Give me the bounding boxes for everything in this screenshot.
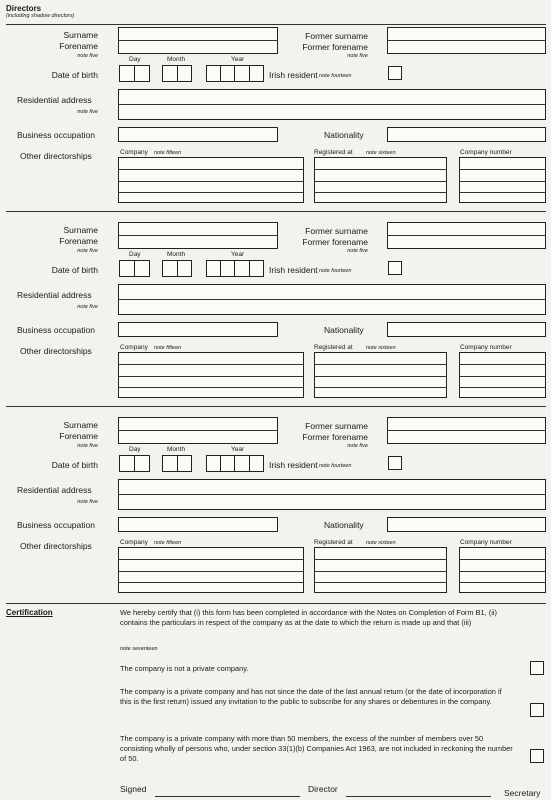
forename-label: Forename <box>59 431 98 441</box>
field-divider <box>118 376 304 377</box>
other-directorships-registered-at-field-3[interactable] <box>314 547 447 593</box>
irish-resident-label: Irish resident <box>269 265 318 275</box>
note-five: note five <box>77 443 98 449</box>
digit-divider <box>134 260 135 277</box>
dob-year-field-3[interactable] <box>206 455 264 472</box>
other-directorships-company-number-field-1[interactable] <box>459 157 546 203</box>
note-five: note five <box>77 53 98 59</box>
option-not-private-checkbox[interactable] <box>530 661 544 675</box>
month-label: Month <box>167 446 186 453</box>
option-not-private-text: The company is not a private company. <box>120 664 249 673</box>
residential-address-label: Residential address <box>17 95 92 105</box>
note-fifteen: note fifteen <box>154 150 182 156</box>
nationality-field-1[interactable] <box>387 127 546 142</box>
nationality-field-2[interactable] <box>387 322 546 337</box>
nationality-label: Nationality <box>324 325 364 335</box>
nationality-label: Nationality <box>324 130 364 140</box>
field-divider <box>459 192 546 193</box>
note-five: note five <box>77 304 98 310</box>
registered-at-label: Registered at <box>314 539 353 546</box>
note-fourteen: note fourteen <box>319 73 352 79</box>
dob-year-field-1[interactable] <box>206 65 264 82</box>
digit-divider <box>177 455 178 472</box>
note-fourteen: note fourteen <box>319 268 352 274</box>
field-divider <box>118 571 304 572</box>
forename-label: Forename <box>59 236 98 246</box>
digit-divider <box>134 455 135 472</box>
former-forename-label: Former forename <box>302 42 368 52</box>
director-signature-line[interactable] <box>346 796 491 797</box>
other-directorships-registered-at-field-2[interactable] <box>314 352 447 398</box>
digit-divider <box>234 260 235 277</box>
field-divider <box>387 235 546 236</box>
note-seventeen: note seventeen <box>120 646 158 652</box>
field-divider <box>314 376 447 377</box>
certification-title: Certification <box>6 608 53 617</box>
surname-label: Surname <box>63 225 98 235</box>
year-label: Year <box>231 446 245 453</box>
note-fifteen: note fifteen <box>154 540 182 546</box>
residential-address-label: Residential address <box>17 290 92 300</box>
company-label: Company <box>120 344 148 351</box>
other-directorships-label: Other directorships <box>20 151 92 161</box>
company-label: Company <box>120 539 148 546</box>
field-divider <box>118 494 546 495</box>
other-directorships-company-number-field-2[interactable] <box>459 352 546 398</box>
field-divider <box>118 387 304 388</box>
date-of-birth-label: Date of birth <box>51 265 98 275</box>
secretary-label: Secretary <box>504 788 541 798</box>
month-label: Month <box>167 251 186 258</box>
business-occupation-field-2[interactable] <box>118 322 278 337</box>
note-five: note five <box>347 53 368 59</box>
field-divider <box>118 235 278 236</box>
note-five: note five <box>347 443 368 449</box>
field-divider <box>314 192 447 193</box>
field-divider <box>314 571 447 572</box>
irish-resident-checkbox-3[interactable] <box>388 456 402 470</box>
business-occupation-label: Business occupation <box>17 520 95 530</box>
option-private-checkbox[interactable] <box>530 703 544 717</box>
digit-divider <box>220 65 221 82</box>
registered-at-label: Registered at <box>314 149 353 156</box>
irish-resident-label: Irish resident <box>269 70 318 80</box>
field-divider <box>118 104 546 105</box>
field-divider <box>118 181 304 182</box>
digit-divider <box>249 260 250 277</box>
field-divider <box>459 181 546 182</box>
surname-label: Surname <box>63 30 98 40</box>
former-forename-label: Former forename <box>302 237 368 247</box>
directors-subtitle: (including shadow directors) <box>6 13 75 19</box>
other-directorships-company-field-2[interactable] <box>118 352 304 398</box>
date-of-birth-label: Date of birth <box>51 70 98 80</box>
residential-address-label: Residential address <box>17 485 92 495</box>
year-label: Year <box>231 56 245 63</box>
digit-divider <box>234 65 235 82</box>
former-surname-label: Former surname <box>305 226 368 236</box>
other-directorships-label: Other directorships <box>20 346 92 356</box>
other-directorships-company-field-1[interactable] <box>118 157 304 203</box>
field-divider <box>118 299 546 300</box>
director-separator-3 <box>6 406 546 407</box>
business-occupation-label: Business occupation <box>17 325 95 335</box>
surname-label: Surname <box>63 420 98 430</box>
other-directorships-registered-at-field-1[interactable] <box>314 157 447 203</box>
note-five: note five <box>347 248 368 254</box>
field-divider <box>314 559 447 560</box>
digit-divider <box>220 260 221 277</box>
directors-title: Directors <box>6 4 42 13</box>
certification-separator <box>6 603 546 604</box>
digit-divider <box>177 65 178 82</box>
former-surname-label: Former surname <box>305 421 368 431</box>
field-divider <box>314 364 447 365</box>
header-underline <box>6 24 546 25</box>
digit-divider <box>177 260 178 277</box>
signed-label: Signed <box>120 784 147 794</box>
day-label: Day <box>129 446 141 453</box>
signature-line[interactable] <box>155 796 300 797</box>
digit-divider <box>249 65 250 82</box>
company-number-label: Company number <box>460 344 512 351</box>
note-fourteen: note fourteen <box>319 463 352 469</box>
field-divider <box>314 582 447 583</box>
field-divider <box>459 376 546 377</box>
field-divider <box>314 169 447 170</box>
field-divider <box>459 571 546 572</box>
note-sixteen: note sixteen <box>366 150 396 156</box>
nationality-label: Nationality <box>324 520 364 530</box>
field-divider <box>118 169 304 170</box>
nationality-field-3[interactable] <box>387 517 546 532</box>
note-sixteen: note sixteen <box>366 345 396 351</box>
year-label: Year <box>231 251 245 258</box>
note-five: note five <box>77 499 98 505</box>
business-occupation-label: Business occupation <box>17 130 95 140</box>
company-number-label: Company number <box>460 539 512 546</box>
field-divider <box>118 430 278 431</box>
forename-label: Forename <box>59 41 98 51</box>
field-divider <box>314 387 447 388</box>
field-divider <box>387 430 546 431</box>
director-separator-2 <box>6 211 546 212</box>
field-divider <box>314 181 447 182</box>
former-forename-label: Former forename <box>302 432 368 442</box>
directors-heading <box>6 4 74 19</box>
field-divider <box>118 559 304 560</box>
irish-resident-checkbox-1[interactable] <box>388 66 402 80</box>
digit-divider <box>234 455 235 472</box>
irish-resident-label: Irish resident <box>269 460 318 470</box>
field-divider <box>459 387 546 388</box>
digit-divider <box>134 65 135 82</box>
note-sixteen: note sixteen <box>366 540 396 546</box>
field-divider <box>459 169 546 170</box>
business-occupation-field-3[interactable] <box>118 517 278 532</box>
field-divider <box>459 559 546 560</box>
month-label: Month <box>167 56 186 63</box>
field-divider <box>118 582 304 583</box>
day-label: Day <box>129 251 141 258</box>
company-number-label: Company number <box>460 149 512 156</box>
field-divider <box>118 40 278 41</box>
other-directorships-label: Other directorships <box>20 541 92 551</box>
certification-intro: We hereby certify that (i) this form has been completed in accordance with the Notes on Completion of Form B1, (ii) contains the particulars in respect of the company as at the date to which the return is made up and that (iii) <box>120 608 497 627</box>
field-divider <box>459 364 546 365</box>
note-fifteen: note fifteen <box>154 345 182 351</box>
former-surname-label: Former surname <box>305 31 368 41</box>
field-divider <box>118 192 304 193</box>
business-occupation-field-1[interactable] <box>118 127 278 142</box>
option-private-over-50-text: The company is a private company with more than 50 members, the excess of the number of members over 50 consisting wholly of persons who, under section 33(1)(b) Companies Act 1963, are not included in reckoning the number of 50. <box>120 734 513 763</box>
irish-resident-checkbox-2[interactable] <box>388 261 402 275</box>
other-directorships-company-field-3[interactable] <box>118 547 304 593</box>
dob-year-field-2[interactable] <box>206 260 264 277</box>
director-label: Director <box>308 784 338 794</box>
digit-divider <box>249 455 250 472</box>
field-divider <box>387 40 546 41</box>
field-divider <box>459 582 546 583</box>
option-private-over-50-checkbox[interactable] <box>530 749 544 763</box>
option-private-text: The company is a private company and has not since the date of the last annual return (or the date of incorporation if this is the first return) issued any invitation to the public to subscribe for any shares or debentures in the company. <box>120 687 502 706</box>
field-divider <box>118 364 304 365</box>
registered-at-label: Registered at <box>314 344 353 351</box>
note-five: note five <box>77 109 98 115</box>
company-label: Company <box>120 149 148 156</box>
day-label: Day <box>129 56 141 63</box>
note-five: note five <box>77 248 98 254</box>
digit-divider <box>220 455 221 472</box>
date-of-birth-label: Date of birth <box>51 460 98 470</box>
other-directorships-company-number-field-3[interactable] <box>459 547 546 593</box>
